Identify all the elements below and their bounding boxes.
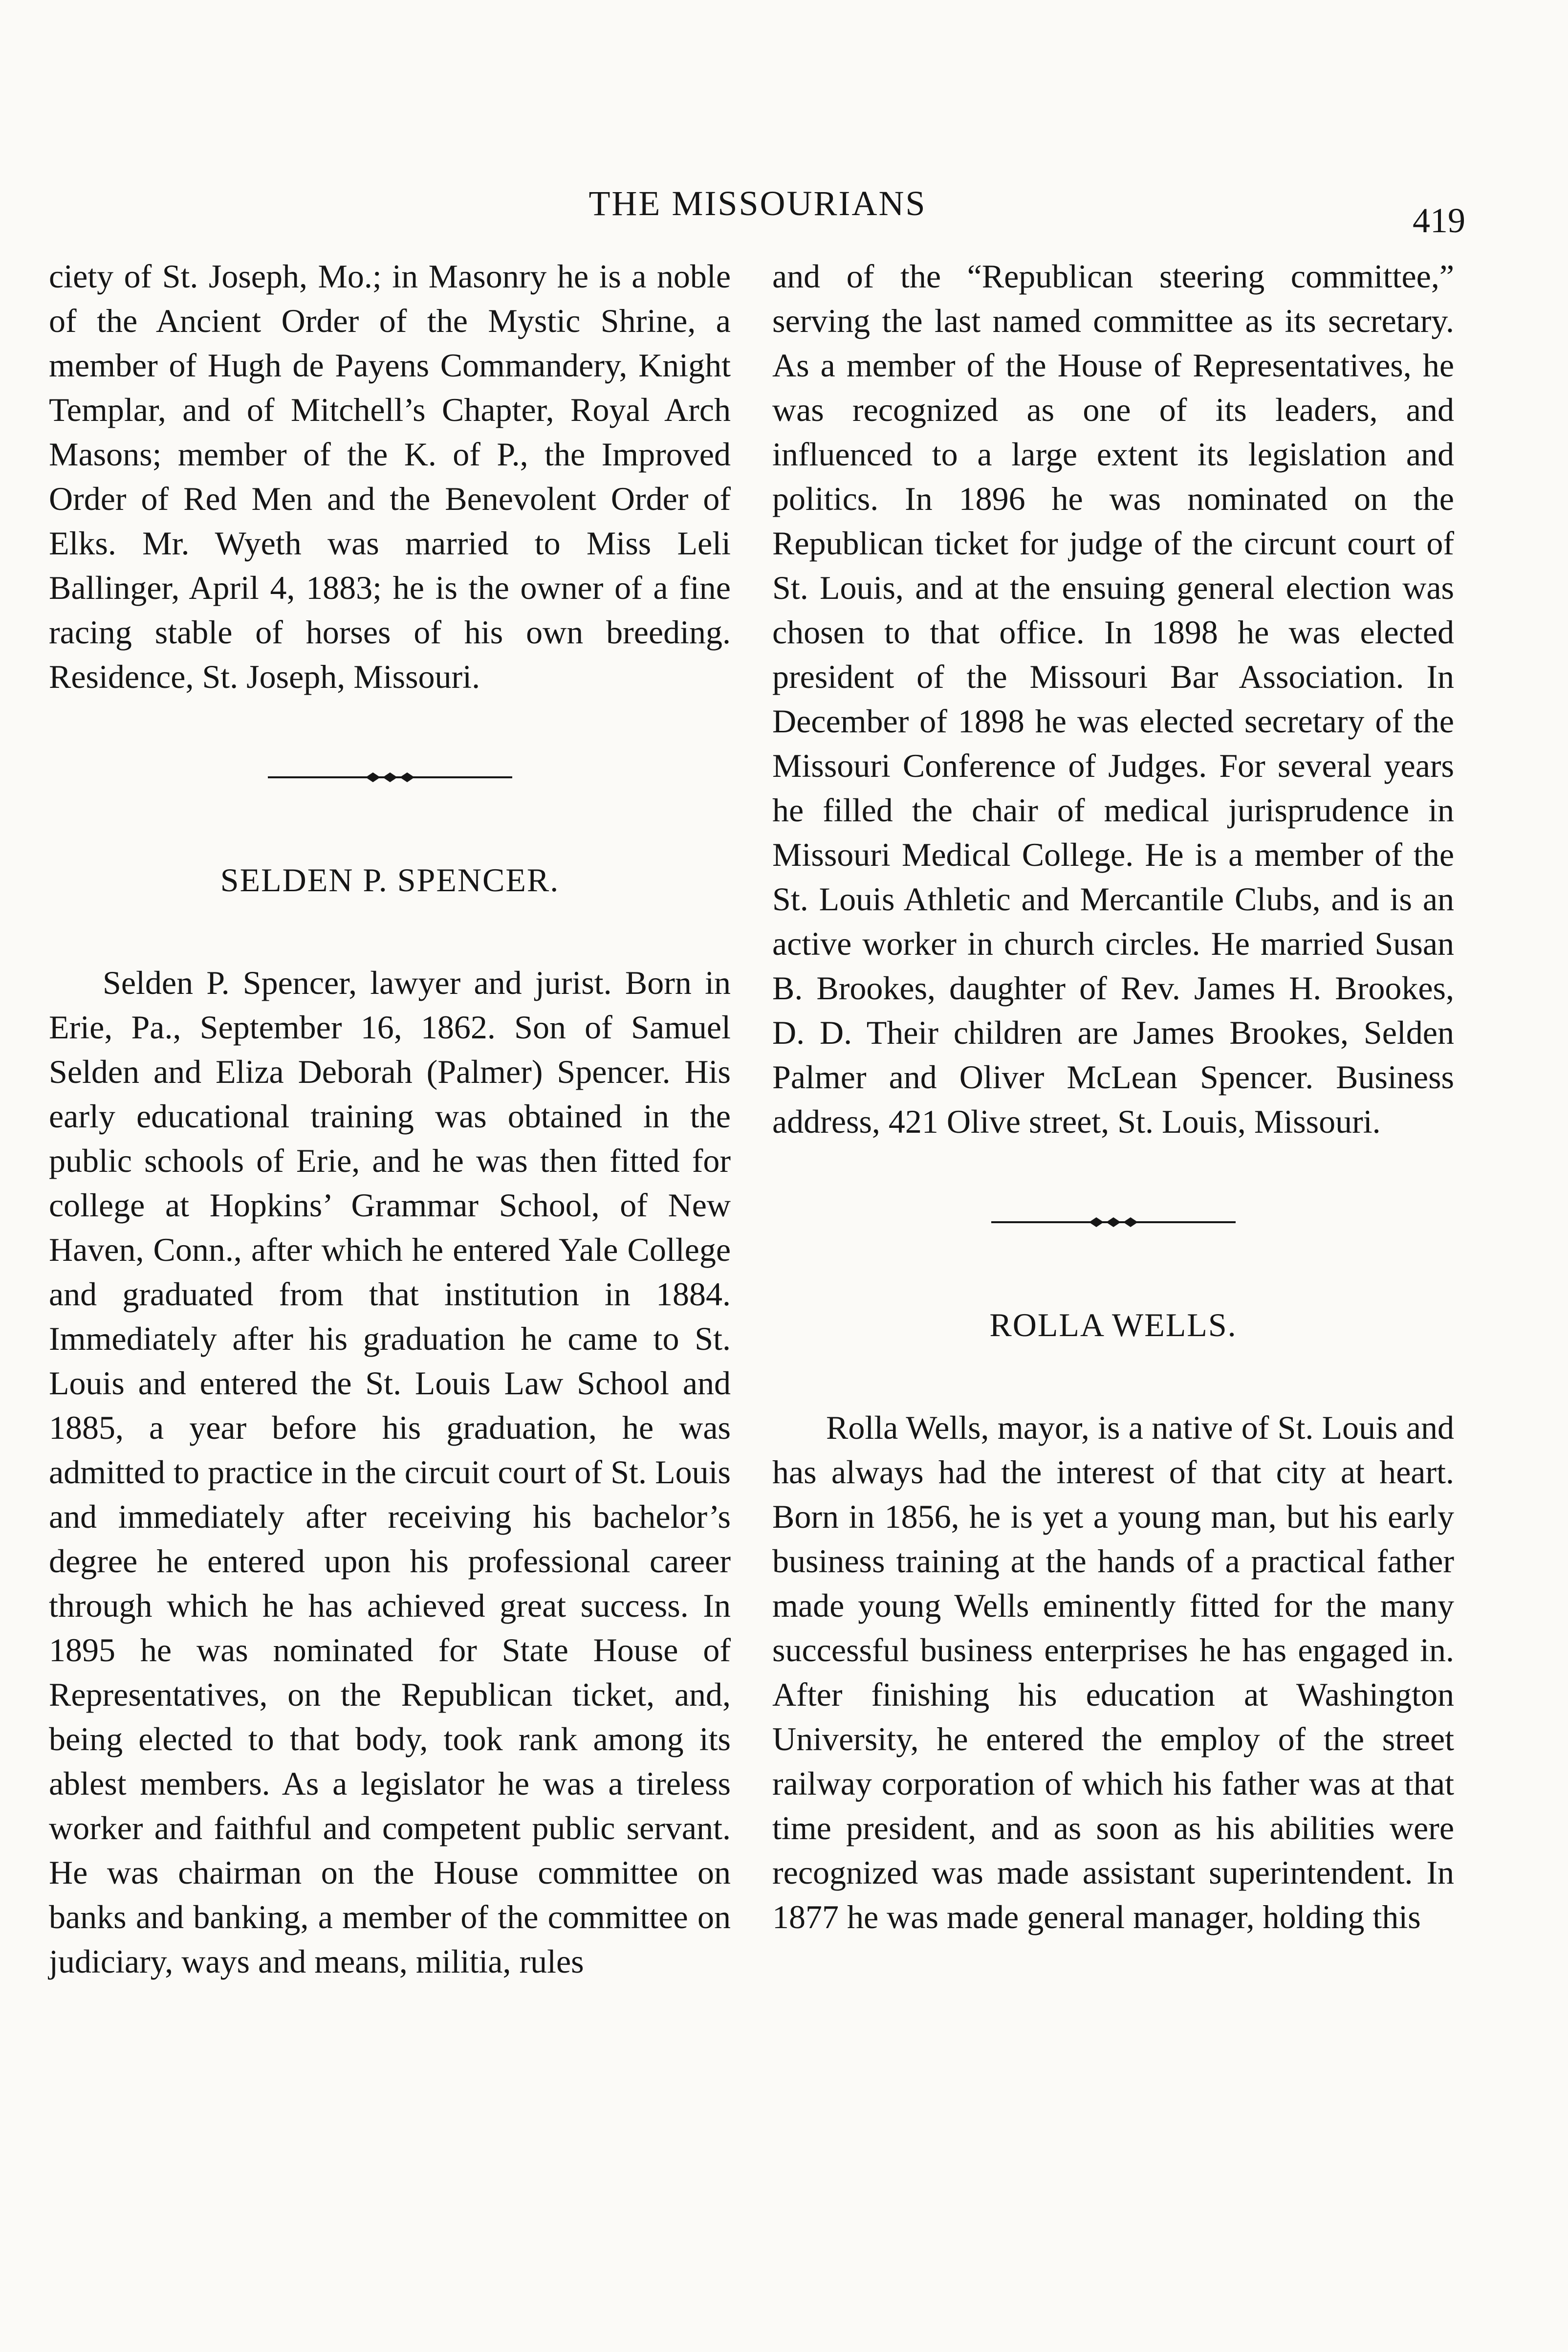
page-number: 419 [1413,201,1465,240]
rule-with-diamonds-ornament-icon [991,1212,1236,1232]
right-column [772,254,1454,1939]
left-column [49,254,731,1984]
section-paragraph-wells: Rolla Wells, mayor, is a native of St. Louis and has always had the interest of that city at heart. Born in 1856, he is yet a young man, but his early business training at the hands of a practical father made young Wells eminently fitted for the many successful business enterprises he has engaged in. After finishing his education at Washington University, he entered the employ of the street railway corporation of which his father was at that time president, and as soon as his abilities were recognized was made assistant superintendent. In 1877 he was made general manager, holding this [772,1409,1454,1935]
rule-with-diamonds-ornament-icon [268,768,512,787]
section-heading-spencer: SELDEN P. SPENCER. [220,861,560,899]
section-heading-wells: ROLLA WELLS. [989,1306,1237,1343]
section-paragraph-spencer: Selden P. Spencer, lawyer and jurist. Born in Erie, Pa., September 16, 1862. Son of Samuel Selden and Eliza Deborah (Palmer) Spencer. His early educational training was obtained in the public schools of Erie, and he was then fitted for college at Hopkins’ Grammar School, of New Haven, Conn., after which he entered Yale College and graduated from that institution in 1884. Immediately after his graduation he came to St. Louis and entered the St. Louis Law School and 1885, a year before his graduation, he was admitted to practice in the circuit court of St. Louis and immediately after receiving his bachelor’s degree he entered upon his professional career through which he has achieved great success. In 1895 he was nominated for State House of Representatives, on the Republican ticket, and, being elected to that body, took rank among its ablest members. As a legislator he was a tireless worker and faithful and competent public servant. He was chairman on the House committee on banks and banking, a member of the committee on judiciary, ways and means, militia, rules [49,964,731,1980]
continued-paragraph: ciety of St. Joseph, Mo.; in Masonry he is a noble of the Ancient Order of the Mystic Shrine, a member of Hugh de Payens Commandery, Knight Templar, and of Mitchell’s Chapter, Royal Arch Masons; member of the K. of P., the Improved Order of Red Men and the Benevolent Order of Elks. Mr. Wyeth was married to Miss Leli Ballinger, April 4, 1883; he is the owner of a fine racing stable of horses of his own breeding. Residence, St. Joseph, Missouri. [49,258,731,695]
running-title: THE MISSOURIANS [588,184,927,223]
continued-paragraph-spencer: and of the “Republican steering committee,” serving the last named committee as its secretary. As a member of the House of Representatives, he was recognized as one of its leaders, and influenced to a large extent its legislation and politics. In 1896 he was nominated on the Republican ticket for judge of the circunt court of St. Louis, and at the ensuing general election was chosen to that office. In 1898 he was elected president of the Missouri Bar Association. In December of 1898 he was elected secretary of the Missouri Conference of Judges. For several years he filled the chair of medical jurisprudence in Missouri Medical College. He is a member of the St. Louis Athletic and Mercantile Clubs, and is an active worker in church circles. He married Susan B. Brookes, daughter of Rev. James H. Brookes, D. D. Their children are James Brookes, Selden Palmer and Oliver McLean Spencer. Business address, 421 Olive street, St. Louis, Missouri. [772,258,1454,1140]
